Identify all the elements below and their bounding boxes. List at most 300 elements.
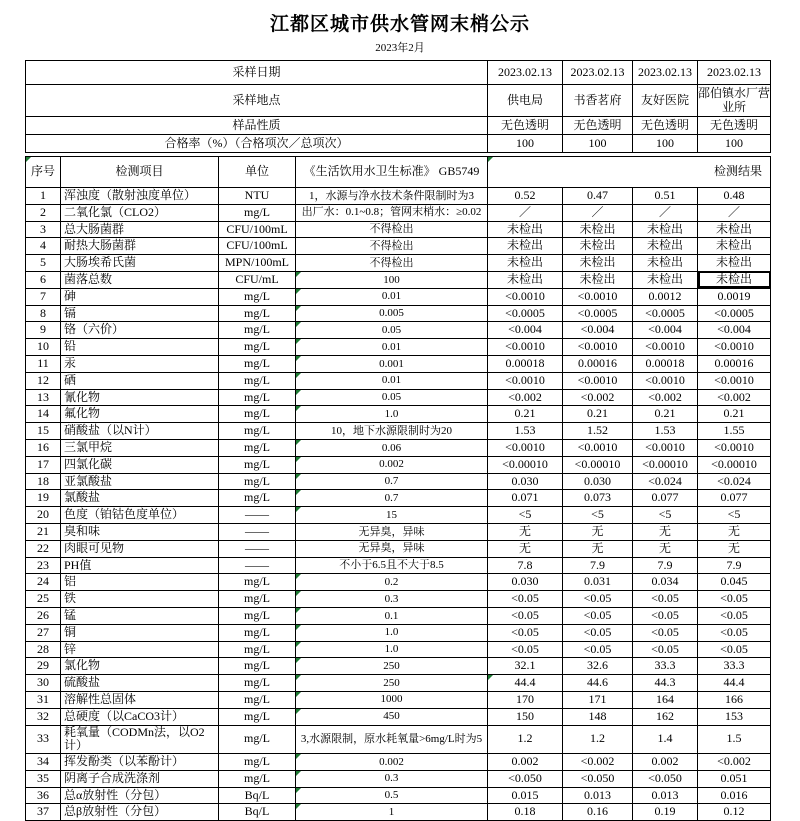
result-cell[interactable]: 32.6 bbox=[563, 658, 633, 675]
item-name-cell[interactable]: 砷 bbox=[61, 288, 219, 305]
unit-cell[interactable]: mg/L bbox=[219, 473, 296, 490]
unit-cell[interactable]: mg/L bbox=[219, 691, 296, 708]
result-cell[interactable]: 148 bbox=[563, 708, 633, 725]
result-cell[interactable]: 无 bbox=[633, 540, 698, 557]
item-name-cell[interactable]: 铅 bbox=[61, 339, 219, 356]
result-cell[interactable]: 0.015 bbox=[488, 787, 563, 804]
result-cell[interactable]: 7.8 bbox=[488, 557, 563, 574]
unit-cell[interactable]: mg/L bbox=[219, 574, 296, 591]
item-name-cell[interactable]: 总硬度（以CaCO3计） bbox=[61, 708, 219, 725]
result-cell[interactable]: <0.05 bbox=[698, 641, 771, 658]
result-cell[interactable]: <0.0010 bbox=[563, 339, 633, 356]
item-name-cell[interactable]: 铜 bbox=[61, 624, 219, 641]
result-cell[interactable]: 44.4 bbox=[488, 675, 563, 692]
standard-limit-cell[interactable]: 0.01 bbox=[296, 288, 488, 305]
result-cell[interactable]: <0.0010 bbox=[488, 339, 563, 356]
sampling-info-label[interactable]: 样品性质 bbox=[26, 117, 488, 135]
standard-limit-cell[interactable]: 250 bbox=[296, 658, 488, 675]
standard-limit-cell[interactable]: 出厂水：0.1~0.8；管网末梢水：≥0.02 bbox=[296, 204, 488, 221]
result-cell[interactable]: 未检出 bbox=[563, 255, 633, 272]
item-name-cell[interactable]: 亚氯酸盐 bbox=[61, 473, 219, 490]
standard-limit-cell[interactable]: 0.005 bbox=[296, 305, 488, 322]
sampling-info-value[interactable]: 无色透明 bbox=[563, 117, 633, 135]
result-cell[interactable]: <0.00010 bbox=[633, 456, 698, 473]
result-cell[interactable]: 1.4 bbox=[633, 725, 698, 754]
result-cell[interactable]: <0.050 bbox=[633, 770, 698, 787]
item-name-cell[interactable]: 四氯化碳 bbox=[61, 456, 219, 473]
unit-cell[interactable]: —— bbox=[219, 523, 296, 540]
result-cell[interactable]: <0.0010 bbox=[698, 372, 771, 389]
item-name-cell[interactable]: 硫酸盐 bbox=[61, 675, 219, 692]
result-cell[interactable]: 未检出 bbox=[633, 255, 698, 272]
item-name-cell[interactable]: 氟化物 bbox=[61, 406, 219, 423]
row-number-cell[interactable]: 10 bbox=[26, 339, 61, 356]
item-name-cell[interactable]: 色度（铂钴色度单位） bbox=[61, 507, 219, 524]
result-cell[interactable]: <0.0010 bbox=[698, 339, 771, 356]
unit-cell[interactable]: mg/L bbox=[219, 591, 296, 608]
item-name-cell[interactable]: 铁 bbox=[61, 591, 219, 608]
result-cell[interactable]: 0.071 bbox=[488, 490, 563, 507]
result-cell[interactable]: ／ bbox=[488, 204, 563, 221]
result-cell[interactable]: 0.47 bbox=[563, 188, 633, 205]
unit-cell[interactable]: mg/L bbox=[219, 423, 296, 440]
row-number-cell[interactable]: 3 bbox=[26, 221, 61, 238]
row-number-cell[interactable]: 15 bbox=[26, 423, 61, 440]
result-cell[interactable]: <0.0010 bbox=[488, 439, 563, 456]
result-cell[interactable]: 166 bbox=[698, 691, 771, 708]
row-number-cell[interactable]: 34 bbox=[26, 754, 61, 771]
result-cell[interactable]: 0.073 bbox=[563, 490, 633, 507]
standard-limit-cell[interactable]: 0.06 bbox=[296, 439, 488, 456]
result-cell[interactable]: 33.3 bbox=[698, 658, 771, 675]
item-name-cell[interactable]: 锌 bbox=[61, 641, 219, 658]
result-cell[interactable]: <0.05 bbox=[563, 591, 633, 608]
sampling-info-value[interactable]: 书香茗府 bbox=[563, 85, 633, 117]
result-cell[interactable]: <0.00010 bbox=[488, 456, 563, 473]
result-cell[interactable]: 未检出 bbox=[563, 271, 633, 288]
standard-limit-cell[interactable]: 1.0 bbox=[296, 624, 488, 641]
col-header-result[interactable]: 检测结果 bbox=[488, 157, 771, 188]
standard-limit-cell[interactable]: 不小于6.5且不大于8.5 bbox=[296, 557, 488, 574]
item-name-cell[interactable]: 臭和味 bbox=[61, 523, 219, 540]
standard-limit-cell[interactable]: 0.05 bbox=[296, 322, 488, 339]
row-number-cell[interactable]: 4 bbox=[26, 238, 61, 255]
result-cell[interactable]: 0.00016 bbox=[563, 355, 633, 372]
result-cell[interactable]: <0.0010 bbox=[563, 372, 633, 389]
standard-limit-cell[interactable]: 450 bbox=[296, 708, 488, 725]
sampling-info-value[interactable]: 2023.02.13 bbox=[563, 61, 633, 85]
standard-limit-cell[interactable]: 100 bbox=[296, 271, 488, 288]
sampling-info-value[interactable]: 无色透明 bbox=[633, 117, 698, 135]
result-cell[interactable]: 0.12 bbox=[698, 804, 771, 821]
result-cell[interactable]: 0.077 bbox=[698, 490, 771, 507]
sampling-info-value[interactable]: 无色透明 bbox=[488, 117, 563, 135]
result-cell[interactable]: <0.05 bbox=[698, 607, 771, 624]
result-cell[interactable]: 无 bbox=[563, 540, 633, 557]
result-cell[interactable]: 0.077 bbox=[633, 490, 698, 507]
result-cell[interactable]: 0.002 bbox=[633, 754, 698, 771]
unit-cell[interactable]: NTU bbox=[219, 188, 296, 205]
unit-cell[interactable]: mg/L bbox=[219, 204, 296, 221]
result-cell[interactable]: 未检出 bbox=[698, 255, 771, 272]
row-number-cell[interactable]: 19 bbox=[26, 490, 61, 507]
result-cell[interactable]: <0.0005 bbox=[488, 305, 563, 322]
item-name-cell[interactable]: 汞 bbox=[61, 355, 219, 372]
result-cell[interactable]: <0.00010 bbox=[698, 456, 771, 473]
item-name-cell[interactable]: 总α放射性（分包） bbox=[61, 787, 219, 804]
result-cell[interactable]: 164 bbox=[633, 691, 698, 708]
unit-cell[interactable]: mg/L bbox=[219, 675, 296, 692]
result-cell[interactable]: <0.004 bbox=[633, 322, 698, 339]
result-cell[interactable]: 0.52 bbox=[488, 188, 563, 205]
sampling-info-value[interactable]: 无色透明 bbox=[698, 117, 771, 135]
result-cell[interactable]: <0.024 bbox=[698, 473, 771, 490]
unit-cell[interactable]: —— bbox=[219, 507, 296, 524]
result-cell[interactable]: <0.05 bbox=[633, 607, 698, 624]
result-cell[interactable]: 无 bbox=[633, 523, 698, 540]
result-cell[interactable]: <0.0010 bbox=[563, 439, 633, 456]
item-name-cell[interactable]: 氯酸盐 bbox=[61, 490, 219, 507]
result-cell[interactable]: 未检出 bbox=[698, 221, 771, 238]
unit-cell[interactable]: mg/L bbox=[219, 770, 296, 787]
result-cell[interactable]: 0.48 bbox=[698, 188, 771, 205]
standard-limit-cell[interactable]: 1 bbox=[296, 804, 488, 821]
row-number-cell[interactable]: 29 bbox=[26, 658, 61, 675]
standard-limit-cell[interactable]: 无异臭，异味 bbox=[296, 523, 488, 540]
item-name-cell[interactable]: 耐热大肠菌群 bbox=[61, 238, 219, 255]
item-name-cell[interactable]: 铬（六价） bbox=[61, 322, 219, 339]
result-cell[interactable]: <0.002 bbox=[633, 389, 698, 406]
standard-limit-cell[interactable]: 0.5 bbox=[296, 787, 488, 804]
sampling-info-label[interactable]: 采样地点 bbox=[26, 85, 488, 117]
result-cell[interactable]: <0.002 bbox=[563, 389, 633, 406]
result-cell[interactable]: 1.2 bbox=[563, 725, 633, 754]
result-cell[interactable]: <0.002 bbox=[488, 389, 563, 406]
result-cell[interactable]: 0.21 bbox=[698, 406, 771, 423]
item-name-cell[interactable]: 锰 bbox=[61, 607, 219, 624]
result-cell[interactable]: <0.002 bbox=[698, 389, 771, 406]
result-cell[interactable]: 0.0019 bbox=[698, 288, 771, 305]
result-cell[interactable]: 33.3 bbox=[633, 658, 698, 675]
result-cell[interactable]: 7.9 bbox=[563, 557, 633, 574]
result-cell[interactable]: <0.050 bbox=[563, 770, 633, 787]
result-cell[interactable]: <0.05 bbox=[488, 607, 563, 624]
unit-cell[interactable]: —— bbox=[219, 540, 296, 557]
result-cell[interactable]: 7.9 bbox=[698, 557, 771, 574]
result-cell[interactable]: 0.00016 bbox=[698, 355, 771, 372]
row-number-cell[interactable]: 33 bbox=[26, 725, 61, 754]
result-cell[interactable]: <0.0010 bbox=[563, 288, 633, 305]
result-cell[interactable]: <5 bbox=[488, 507, 563, 524]
result-cell[interactable]: 153 bbox=[698, 708, 771, 725]
sampling-info-value[interactable]: 供电局 bbox=[488, 85, 563, 117]
result-cell[interactable]: <0.05 bbox=[698, 591, 771, 608]
col-header-unit[interactable]: 单位 bbox=[219, 157, 296, 188]
row-number-cell[interactable]: 28 bbox=[26, 641, 61, 658]
result-cell[interactable]: 0.21 bbox=[633, 406, 698, 423]
result-cell[interactable]: 0.16 bbox=[563, 804, 633, 821]
row-number-cell[interactable]: 20 bbox=[26, 507, 61, 524]
row-number-cell[interactable]: 9 bbox=[26, 322, 61, 339]
item-name-cell[interactable]: 溶解性总固体 bbox=[61, 691, 219, 708]
result-cell[interactable]: <0.05 bbox=[633, 591, 698, 608]
standard-limit-cell[interactable]: 0.05 bbox=[296, 389, 488, 406]
result-cell[interactable]: 0.51 bbox=[633, 188, 698, 205]
item-name-cell[interactable]: 氰化物 bbox=[61, 389, 219, 406]
result-cell[interactable]: 7.9 bbox=[633, 557, 698, 574]
row-number-cell[interactable]: 13 bbox=[26, 389, 61, 406]
row-number-cell[interactable]: 26 bbox=[26, 607, 61, 624]
result-cell[interactable]: 0.002 bbox=[488, 754, 563, 771]
result-cell[interactable]: 171 bbox=[563, 691, 633, 708]
unit-cell[interactable]: mg/L bbox=[219, 658, 296, 675]
sampling-info-label[interactable]: 采样日期 bbox=[26, 61, 488, 85]
row-number-cell[interactable]: 27 bbox=[26, 624, 61, 641]
standard-limit-cell[interactable]: 1，水源与净水技术条件限制时为3 bbox=[296, 188, 488, 205]
standard-limit-cell[interactable]: 1000 bbox=[296, 691, 488, 708]
result-cell[interactable]: 150 bbox=[488, 708, 563, 725]
result-cell[interactable]: ／ bbox=[698, 204, 771, 221]
standard-limit-cell[interactable]: 不得检出 bbox=[296, 238, 488, 255]
result-cell[interactable]: 1.53 bbox=[488, 423, 563, 440]
unit-cell[interactable]: mg/L bbox=[219, 754, 296, 771]
row-number-cell[interactable]: 30 bbox=[26, 675, 61, 692]
result-cell[interactable]: 0.030 bbox=[488, 473, 563, 490]
sampling-info-value[interactable]: 邵伯镇水厂营业所 bbox=[698, 85, 771, 117]
result-cell[interactable]: <5 bbox=[698, 507, 771, 524]
result-cell[interactable]: 0.00018 bbox=[488, 355, 563, 372]
standard-limit-cell[interactable]: 3,水源限制，原水耗氧量>6mg/L时为5 bbox=[296, 725, 488, 754]
result-cell[interactable]: <0.05 bbox=[698, 624, 771, 641]
result-cell[interactable]: 0.0012 bbox=[633, 288, 698, 305]
unit-cell[interactable]: mg/L bbox=[219, 624, 296, 641]
result-cell[interactable]: 32.1 bbox=[488, 658, 563, 675]
row-number-cell[interactable]: 5 bbox=[26, 255, 61, 272]
item-name-cell[interactable]: 浑浊度（散射浊度单位） bbox=[61, 188, 219, 205]
item-name-cell[interactable]: 氯化物 bbox=[61, 658, 219, 675]
result-cell[interactable]: <0.004 bbox=[563, 322, 633, 339]
result-cell[interactable]: 未检出 bbox=[488, 221, 563, 238]
unit-cell[interactable]: mg/L bbox=[219, 339, 296, 356]
result-cell[interactable]: 无 bbox=[488, 523, 563, 540]
result-cell[interactable]: 未检出 bbox=[633, 238, 698, 255]
result-cell[interactable]: 未检出 bbox=[633, 221, 698, 238]
unit-cell[interactable]: CFU/mL bbox=[219, 271, 296, 288]
row-number-cell[interactable]: 16 bbox=[26, 439, 61, 456]
unit-cell[interactable]: CFU/100mL bbox=[219, 238, 296, 255]
standard-limit-cell[interactable]: 0.7 bbox=[296, 490, 488, 507]
result-cell[interactable]: 0.19 bbox=[633, 804, 698, 821]
col-header-standard[interactable]: 《生活饮用水卫生标准》 GB5749 bbox=[296, 157, 488, 188]
result-cell[interactable]: 1.2 bbox=[488, 725, 563, 754]
item-name-cell[interactable]: 三氯甲烷 bbox=[61, 439, 219, 456]
result-cell[interactable]: <0.0010 bbox=[633, 439, 698, 456]
unit-cell[interactable]: mg/L bbox=[219, 725, 296, 754]
result-cell[interactable]: <0.00010 bbox=[563, 456, 633, 473]
result-cell[interactable]: 0.18 bbox=[488, 804, 563, 821]
standard-limit-cell[interactable]: 0.7 bbox=[296, 473, 488, 490]
result-cell[interactable]: <0.05 bbox=[563, 624, 633, 641]
unit-cell[interactable]: mg/L bbox=[219, 406, 296, 423]
item-name-cell[interactable]: 菌落总数 bbox=[61, 271, 219, 288]
row-number-cell[interactable]: 17 bbox=[26, 456, 61, 473]
item-name-cell[interactable]: 硒 bbox=[61, 372, 219, 389]
result-cell[interactable]: <5 bbox=[633, 507, 698, 524]
standard-limit-cell[interactable]: 0.1 bbox=[296, 607, 488, 624]
sampling-info-value[interactable]: 2023.02.13 bbox=[488, 61, 563, 85]
result-cell[interactable]: <0.050 bbox=[488, 770, 563, 787]
row-number-cell[interactable]: 25 bbox=[26, 591, 61, 608]
row-number-cell[interactable]: 36 bbox=[26, 787, 61, 804]
result-cell[interactable]: 170 bbox=[488, 691, 563, 708]
row-number-cell[interactable]: 1 bbox=[26, 188, 61, 205]
unit-cell[interactable]: mg/L bbox=[219, 372, 296, 389]
result-cell[interactable]: <0.024 bbox=[633, 473, 698, 490]
row-number-cell[interactable]: 12 bbox=[26, 372, 61, 389]
result-cell[interactable]: 未检出 bbox=[633, 271, 698, 288]
result-cell[interactable]: 0.034 bbox=[633, 574, 698, 591]
row-number-cell[interactable]: 23 bbox=[26, 557, 61, 574]
result-cell[interactable]: ／ bbox=[563, 204, 633, 221]
result-cell[interactable]: 1.5 bbox=[698, 725, 771, 754]
standard-limit-cell[interactable]: 0.3 bbox=[296, 591, 488, 608]
col-header-index[interactable]: 序号 bbox=[26, 157, 61, 188]
result-cell[interactable]: <0.05 bbox=[633, 641, 698, 658]
item-name-cell[interactable]: 耗氧量（CODMn法，以O2计） bbox=[61, 725, 219, 754]
result-cell[interactable]: <0.0005 bbox=[698, 305, 771, 322]
result-cell[interactable]: 1.55 bbox=[698, 423, 771, 440]
row-number-cell[interactable]: 32 bbox=[26, 708, 61, 725]
item-name-cell[interactable]: 硝酸盐（以N计） bbox=[61, 423, 219, 440]
item-name-cell[interactable]: 挥发酚类（以苯酚计） bbox=[61, 754, 219, 771]
row-number-cell[interactable]: 35 bbox=[26, 770, 61, 787]
unit-cell[interactable]: mg/L bbox=[219, 305, 296, 322]
standard-limit-cell[interactable]: 0.002 bbox=[296, 456, 488, 473]
result-cell[interactable]: <0.05 bbox=[488, 591, 563, 608]
row-number-cell[interactable]: 31 bbox=[26, 691, 61, 708]
row-number-cell[interactable]: 21 bbox=[26, 523, 61, 540]
standard-limit-cell[interactable]: 15 bbox=[296, 507, 488, 524]
row-number-cell[interactable]: 22 bbox=[26, 540, 61, 557]
result-cell[interactable]: 未检出 bbox=[698, 271, 771, 288]
result-cell[interactable]: 无 bbox=[488, 540, 563, 557]
unit-cell[interactable]: mg/L bbox=[219, 288, 296, 305]
item-name-cell[interactable]: 总大肠菌群 bbox=[61, 221, 219, 238]
result-cell[interactable]: 0.045 bbox=[698, 574, 771, 591]
unit-cell[interactable]: Bq/L bbox=[219, 804, 296, 821]
standard-limit-cell[interactable]: 0.001 bbox=[296, 355, 488, 372]
unit-cell[interactable]: mg/L bbox=[219, 641, 296, 658]
row-number-cell[interactable]: 11 bbox=[26, 355, 61, 372]
item-name-cell[interactable]: 总β放射性（分包） bbox=[61, 804, 219, 821]
unit-cell[interactable]: —— bbox=[219, 557, 296, 574]
result-cell[interactable]: 0.030 bbox=[563, 473, 633, 490]
result-cell[interactable]: 0.051 bbox=[698, 770, 771, 787]
row-number-cell[interactable]: 2 bbox=[26, 204, 61, 221]
result-cell[interactable]: <0.0005 bbox=[563, 305, 633, 322]
result-cell[interactable]: 无 bbox=[563, 523, 633, 540]
standard-limit-cell[interactable]: 无异臭，异味 bbox=[296, 540, 488, 557]
result-cell[interactable]: 1.52 bbox=[563, 423, 633, 440]
item-name-cell[interactable]: 铝 bbox=[61, 574, 219, 591]
row-number-cell[interactable]: 37 bbox=[26, 804, 61, 821]
sampling-info-value[interactable]: 100 bbox=[563, 135, 633, 153]
row-number-cell[interactable]: 6 bbox=[26, 271, 61, 288]
unit-cell[interactable]: mg/L bbox=[219, 322, 296, 339]
unit-cell[interactable]: mg/L bbox=[219, 607, 296, 624]
unit-cell[interactable]: mg/L bbox=[219, 389, 296, 406]
result-cell[interactable]: <0.05 bbox=[633, 624, 698, 641]
sampling-info-value[interactable]: 100 bbox=[698, 135, 771, 153]
result-cell[interactable]: <0.05 bbox=[563, 607, 633, 624]
result-cell[interactable]: <0.0010 bbox=[698, 439, 771, 456]
standard-limit-cell[interactable]: 0.01 bbox=[296, 339, 488, 356]
sampling-info-value[interactable]: 100 bbox=[488, 135, 563, 153]
result-cell[interactable]: <0.0005 bbox=[633, 305, 698, 322]
result-cell[interactable]: 44.3 bbox=[633, 675, 698, 692]
result-cell[interactable]: 未检出 bbox=[563, 238, 633, 255]
result-cell[interactable]: <0.05 bbox=[488, 624, 563, 641]
sampling-info-value[interactable]: 2023.02.13 bbox=[698, 61, 771, 85]
result-cell[interactable]: <0.002 bbox=[698, 754, 771, 771]
result-cell[interactable]: 162 bbox=[633, 708, 698, 725]
standard-limit-cell[interactable]: 0.01 bbox=[296, 372, 488, 389]
result-cell[interactable]: 0.21 bbox=[563, 406, 633, 423]
result-cell[interactable]: <0.004 bbox=[488, 322, 563, 339]
result-cell[interactable]: 0.013 bbox=[633, 787, 698, 804]
result-cell[interactable]: 未检出 bbox=[488, 255, 563, 272]
result-cell[interactable]: <0.0010 bbox=[488, 372, 563, 389]
unit-cell[interactable]: CFU/100mL bbox=[219, 221, 296, 238]
sampling-info-value[interactable]: 2023.02.13 bbox=[633, 61, 698, 85]
row-number-cell[interactable]: 18 bbox=[26, 473, 61, 490]
result-cell[interactable]: <0.0010 bbox=[488, 288, 563, 305]
unit-cell[interactable]: MPN/100mL bbox=[219, 255, 296, 272]
result-cell[interactable]: 0.031 bbox=[563, 574, 633, 591]
result-cell[interactable]: 未检出 bbox=[698, 238, 771, 255]
result-cell[interactable]: 0.016 bbox=[698, 787, 771, 804]
unit-cell[interactable]: mg/L bbox=[219, 708, 296, 725]
standard-limit-cell[interactable]: 0.3 bbox=[296, 770, 488, 787]
item-name-cell[interactable]: 二氧化氯（CLO2） bbox=[61, 204, 219, 221]
result-cell[interactable]: 0.013 bbox=[563, 787, 633, 804]
result-cell[interactable]: 0.21 bbox=[488, 406, 563, 423]
row-number-cell[interactable]: 8 bbox=[26, 305, 61, 322]
item-name-cell[interactable]: 镉 bbox=[61, 305, 219, 322]
standard-limit-cell[interactable]: 1.0 bbox=[296, 406, 488, 423]
item-name-cell[interactable]: 肉眼可见物 bbox=[61, 540, 219, 557]
standard-limit-cell[interactable]: 10，地下水源限制时为20 bbox=[296, 423, 488, 440]
item-name-cell[interactable]: 大肠埃希氏菌 bbox=[61, 255, 219, 272]
result-cell[interactable]: <0.0010 bbox=[633, 339, 698, 356]
row-number-cell[interactable]: 7 bbox=[26, 288, 61, 305]
result-cell[interactable]: 无 bbox=[698, 540, 771, 557]
result-cell[interactable]: <0.05 bbox=[488, 641, 563, 658]
standard-limit-cell[interactable]: 不得检出 bbox=[296, 221, 488, 238]
result-cell[interactable]: 未检出 bbox=[563, 221, 633, 238]
result-cell[interactable]: <0.0010 bbox=[633, 372, 698, 389]
result-cell[interactable]: 0.030 bbox=[488, 574, 563, 591]
item-name-cell[interactable]: 阴离子合成洗涤剂 bbox=[61, 770, 219, 787]
standard-limit-cell[interactable]: 不得检出 bbox=[296, 255, 488, 272]
standard-limit-cell[interactable]: 0.002 bbox=[296, 754, 488, 771]
result-cell[interactable]: ／ bbox=[633, 204, 698, 221]
result-cell[interactable]: 无 bbox=[698, 523, 771, 540]
result-cell[interactable]: 未检出 bbox=[488, 271, 563, 288]
item-name-cell[interactable]: PH值 bbox=[61, 557, 219, 574]
result-cell[interactable]: <5 bbox=[563, 507, 633, 524]
unit-cell[interactable]: mg/L bbox=[219, 439, 296, 456]
